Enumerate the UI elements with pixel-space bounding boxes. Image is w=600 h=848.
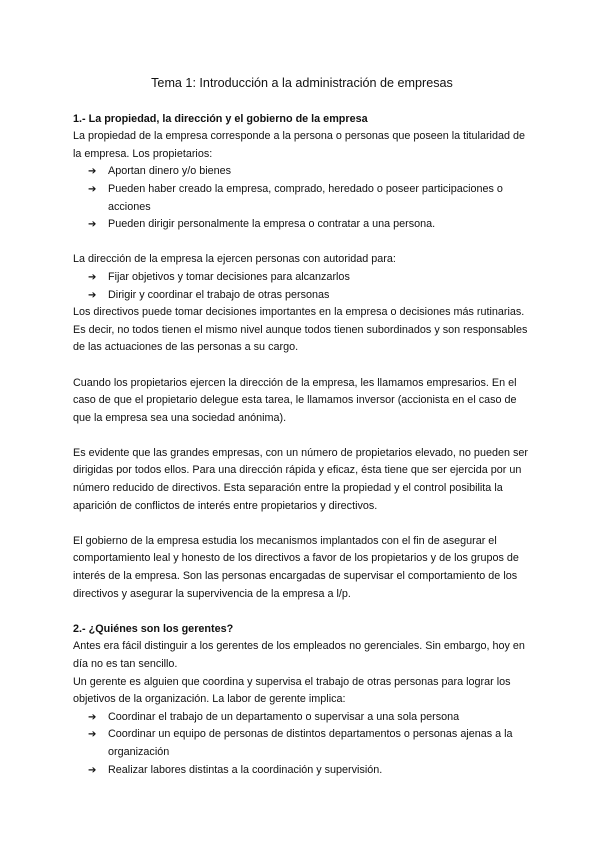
section-2-paragraph-1: Antes era fácil distinguir a los gerentes de los empleados no gerenciales. Sin embargo, hoy en día no es tan sencillo. bbox=[73, 640, 525, 670]
document-content bbox=[73, 75, 531, 779]
section-1-intro: La propiedad de la empresa corresponde a la persona o personas que poseen la titularidad de la empresa. Los propietarios: bbox=[73, 130, 525, 160]
paragraph-gobierno: El gobierno de la empresa estudia los mecanismos implantados con el fin de asegurar el comportamiento leal y honesto de los directivos a favor de los propietarios y de los grupos de interés de la empresa. Son las personas encargadas de supervisar el comportamiento de los directivos y asegurar la supervivencia de la empresa a l/p. bbox=[73, 534, 519, 600]
list-item: ➔ Dirigir y coordinar el trabajo de otras personas bbox=[73, 287, 531, 305]
propietarios-list bbox=[73, 163, 531, 233]
paragraph-grandes-empresas: Es evidente que las grandes empresas, con un número de propietarios elevado, no pueden ser dirigidas por todos ellos. Para una dirección rápida y eficaz, ésta tiene que ser ejercida por un número reducido de directivos. Esta separación entre la propiedad y el control posibilita la aparición de conflictos de interés entre propietarios y directivos. bbox=[73, 446, 528, 512]
arrow-right-icon: ➔ bbox=[88, 729, 97, 741]
arrow-right-icon: ➔ bbox=[88, 271, 97, 283]
arrow-right-icon: ➔ bbox=[88, 764, 97, 776]
page-title: Tema 1: Introducción a la administración de empresas bbox=[151, 76, 453, 90]
direccion-intro: La dirección de la empresa la ejercen personas con autoridad para: bbox=[73, 253, 396, 266]
arrow-right-icon: ➔ bbox=[88, 166, 97, 178]
arrow-right-icon: ➔ bbox=[88, 711, 97, 723]
list-item: ➔ Fijar objetivos y tomar decisiones para alcanzarlos bbox=[73, 269, 531, 287]
list-item: ➔ Aportan dinero y/o bienes bbox=[73, 163, 531, 181]
list-item: ➔ Pueden dirigir personalmente la empresa o contratar a una persona. bbox=[73, 216, 531, 234]
paragraph-propietarios: Cuando los propietarios ejercen la dirección de la empresa, les llamamos empresarios. En el caso de que el propietario delegue esta tarea, le llamamos inversor (accionista en el caso de que la empresa sea una sociedad anónima). bbox=[73, 376, 517, 424]
arrow-right-icon: ➔ bbox=[88, 289, 97, 301]
list-item: ➔ Coordinar el trabajo de un departamento o supervisar a una sola persona bbox=[73, 709, 531, 727]
direccion-list bbox=[73, 269, 531, 304]
section-1-heading: 1.- La propiedad, la dirección y el gobierno de la empresa bbox=[73, 112, 368, 125]
paragraph-directivos: Los directivos puede tomar decisiones importantes en la empresa o decisiones más rutinarias. Es decir, no todos tienen el mismo nivel aunque todos tienen subordinados y son responsables de las actuaciones de las personas a su cargo. bbox=[73, 306, 528, 354]
list-item: ➔ Coordinar un equipo de personas de distintos departamentos o personas ajenas a la organización bbox=[88, 728, 513, 758]
list-item: ➔ Realizar labores distintas a la coordinación y supervisión. bbox=[73, 762, 531, 780]
list-item: ➔ Pueden haber creado la empresa, comprado, heredado o poseer participaciones o acciones bbox=[88, 182, 503, 213]
arrow-right-icon: ➔ bbox=[88, 183, 97, 195]
gerente-list bbox=[73, 709, 531, 779]
arrow-right-icon: ➔ bbox=[88, 219, 97, 231]
section-2-paragraph-2: Un gerente es alguien que coordina y supervisa el trabajo de otras personas para lograr los objetivos de la organización. La labor de gerente implica: bbox=[73, 675, 511, 706]
section-2-heading: 2.- ¿Quiénes son los gerentes? bbox=[73, 622, 234, 635]
